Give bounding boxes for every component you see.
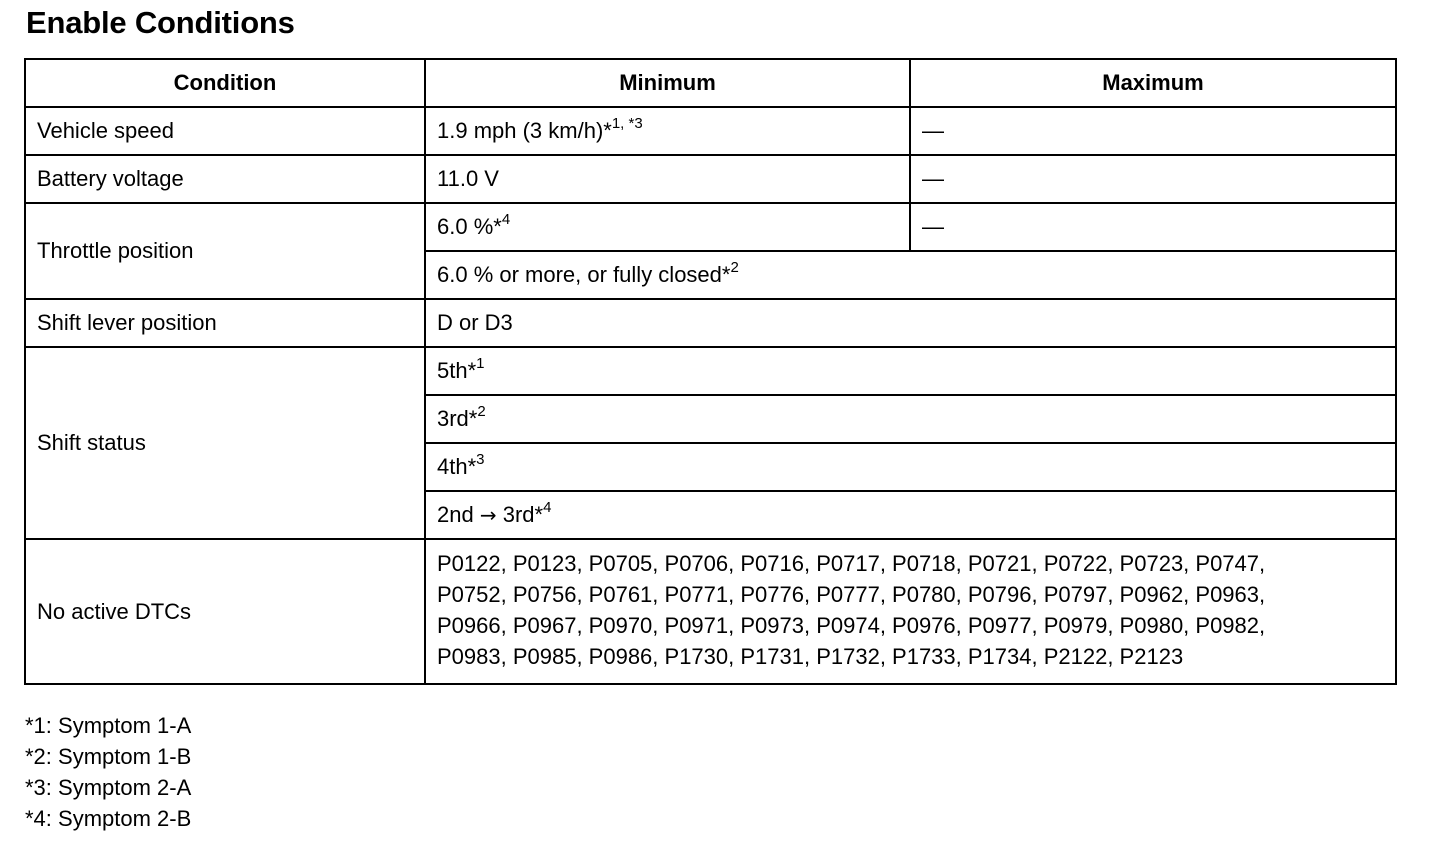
condition-vehicle-speed: Vehicle speed (25, 107, 425, 155)
header-maximum: Maximum (910, 59, 1396, 107)
footnote-ref: 4 (501, 210, 511, 228)
vehicle-speed-maximum: — (910, 107, 1396, 155)
table-row (25, 107, 1396, 155)
footnote-ref: 4 (543, 498, 552, 516)
table-row (25, 539, 1396, 684)
footnote-ref: 3 (476, 450, 485, 468)
condition-shift-status: Shift status (25, 347, 425, 539)
footnote: *4: Symptom 2-B (25, 806, 192, 831)
condition-no-active-dtcs: No active DTCs (25, 539, 425, 684)
shift-status-value (425, 347, 1396, 395)
table-header-row (25, 59, 1396, 107)
shift-status-text: 3rd* (502, 502, 544, 527)
footnote: *1: Symptom 1-A (25, 713, 192, 738)
condition-throttle-position: Throttle position (25, 203, 425, 299)
footnote-ref: 2 (477, 402, 486, 420)
footnote: *3: Symptom 2-A (25, 775, 192, 800)
enable-conditions-table (24, 58, 1397, 685)
shift-status-value (425, 443, 1396, 491)
dtc-line: P0983, P0985, P0986, P1730, P1731, P1732, P1733, P1734, P2122, P2123 (437, 644, 1184, 669)
condition-shift-lever-position: Shift lever position (25, 299, 425, 347)
vehicle-speed-minimum-value: 1.9 mph (3 km/h)* (437, 118, 612, 143)
shift-status-value (425, 491, 1396, 539)
shift-status-text: 3rd* (437, 406, 478, 431)
table-row (25, 203, 1396, 251)
vehicle-speed-minimum (425, 107, 910, 155)
header-minimum: Minimum (425, 59, 910, 107)
footnote: *2: Symptom 1-B (25, 744, 192, 769)
dtc-list (425, 539, 1396, 684)
shift-status-text: 4th* (437, 454, 477, 479)
throttle-position-alt (425, 251, 1396, 299)
right-arrow-icon: → (479, 503, 497, 527)
page-title: Enable Conditions (26, 5, 295, 40)
battery-voltage-maximum: — (910, 155, 1396, 203)
shift-status-from: 2nd (437, 502, 474, 527)
footnote-ref: 1 (476, 354, 485, 372)
footnote-ref: 1, *3 (611, 114, 643, 132)
throttle-position-minimum-value: 6.0 %* (437, 214, 502, 239)
condition-battery-voltage: Battery voltage (25, 155, 425, 203)
throttle-position-maximum: — (910, 203, 1396, 251)
table-row (25, 347, 1396, 395)
shift-lever-position-value: D or D3 (425, 299, 1396, 347)
dtc-line: P0966, P0967, P0970, P0971, P0973, P0974, P0976, P0977, P0979, P0980, P0982, (437, 613, 1266, 638)
table-row (25, 299, 1396, 347)
footnotes (25, 710, 191, 834)
battery-voltage-minimum: 11.0 V (425, 155, 910, 203)
throttle-position-alt-value: 6.0 % or more, or fully closed* (437, 262, 731, 287)
shift-status-value (425, 395, 1396, 443)
dtc-line: P0122, P0123, P0705, P0706, P0716, P0717, P0718, P0721, P0722, P0723, P0747, (437, 551, 1266, 576)
throttle-position-minimum (425, 203, 910, 251)
shift-status-text: 5th* (437, 358, 477, 383)
header-condition: Condition (25, 59, 425, 107)
dtc-line: P0752, P0756, P0761, P0771, P0776, P0777, P0780, P0796, P0797, P0962, P0963, (437, 582, 1266, 607)
table-row (25, 155, 1396, 203)
footnote-ref: 2 (730, 258, 739, 276)
